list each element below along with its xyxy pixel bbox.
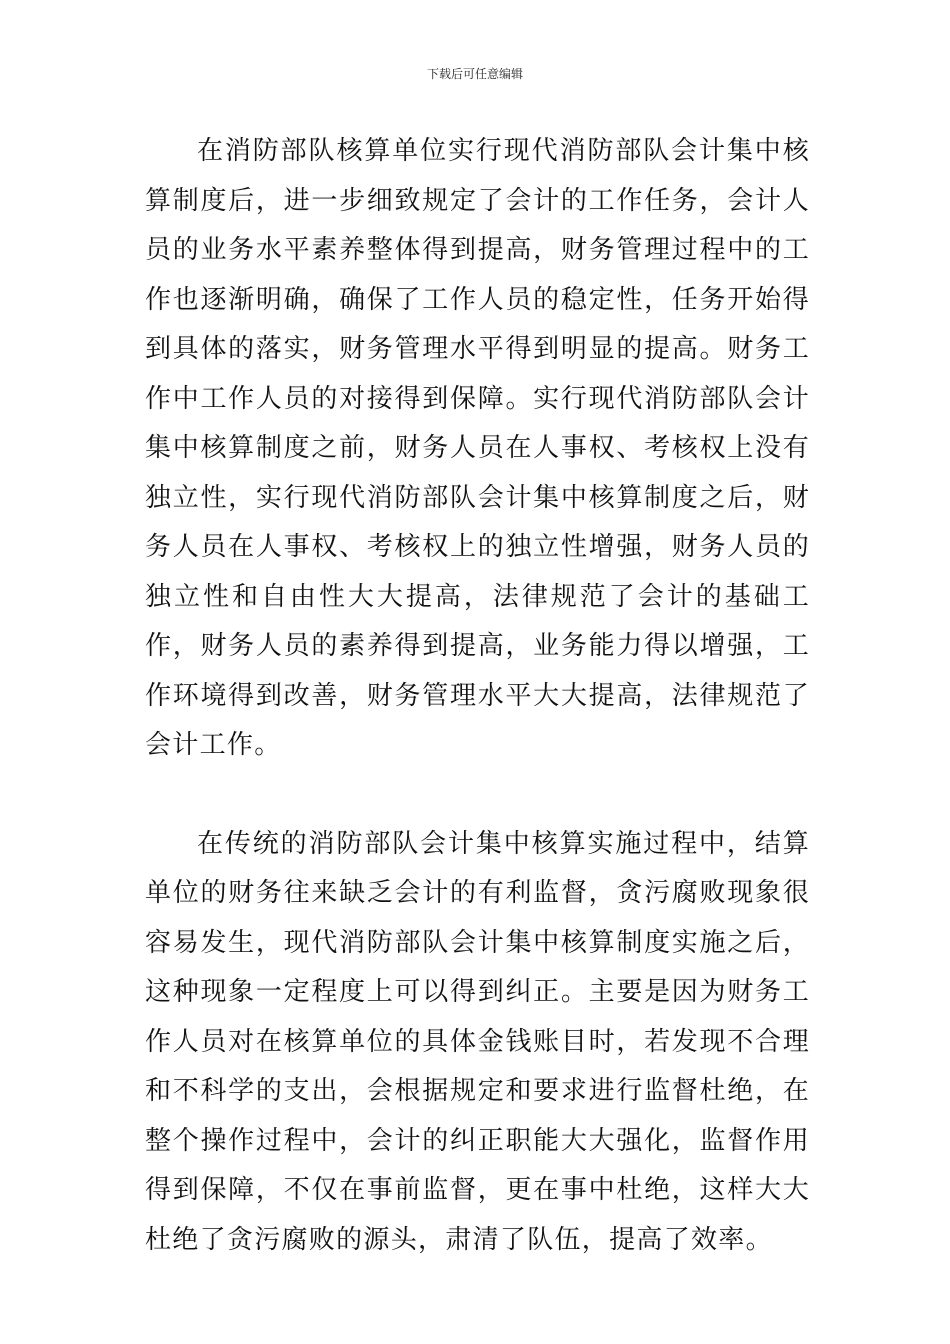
- page-header: 下载后可任意编辑: [426, 67, 523, 81]
- document-body: [145, 127, 810, 1265]
- paragraph-2: 在传统的消防部队会计集中核算实施过程中，结算单位的财务往来缺乏会计的有利监督，贪污腐败现象很容易发生，现代消防部队会计集中核算制度实施之后，这种现象一定程度上可以得到纠正。主要是因为财务工作人员对在核算单位的具体金钱账目时，若发现不合理和不科学的支出，会根据规定和要求进行监督杜绝，在整个操作过程中，会计的纠正职能大大强化，监督作用得到保障，不仅在事前监督，更在事中杜绝，这样大大杜绝了贪污腐败的源头，肃清了队伍，提高了效率。: [145, 828, 810, 1255]
- paragraph-1: 在消防部队核算单位实行现代消防部队会计集中核算制度后，进一步细致规定了会计的工作任务，会计人员的业务水平素养整体得到提高，财务管理过程中的工作也逐渐明确，确保了工作人员的稳定性，任务开始得到具体的落实，财务管理水平得到明显的提高。财务工作中工作人员的对接得到保障。实行现代消防部队会计集中核算制度之前，财务人员在人事权、考核权上没有独立性，实行现代消防部队会计集中核算制度之后，财务人员在人事权、考核权上的独立性增强，财务人员的独立性和自由性大大提高，法律规范了会计的基础工作，财务人员的素养得到提高，业务能力得以增强，工作环境得到改善，财务管理水平大大提高，法律规范了会计工作。: [145, 136, 810, 760]
